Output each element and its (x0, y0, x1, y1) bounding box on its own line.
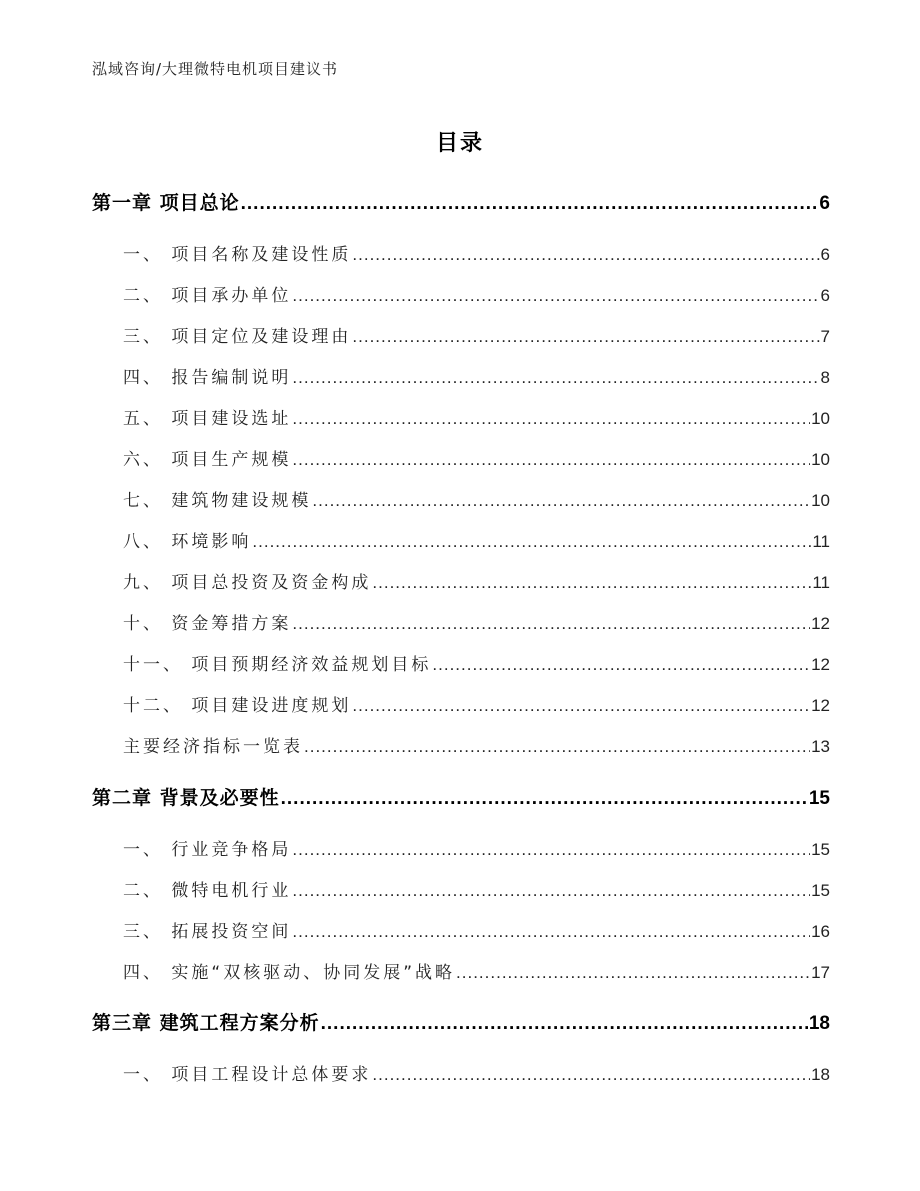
toc-entry-page: 18 (808, 1013, 830, 1034)
toc-section[interactable] (92, 404, 830, 429)
dot-leader (292, 881, 810, 901)
toc-entry-label: 二、 项目承办单位 (123, 286, 292, 306)
toc-entry-page: 7 (820, 327, 830, 346)
toc-section[interactable] (92, 691, 830, 716)
dot-leader (292, 409, 810, 429)
toc-entry-page: 18 (811, 1065, 830, 1084)
dot-leader (292, 286, 819, 306)
toc-entry-page: 15 (811, 881, 830, 900)
toc-section[interactable] (92, 958, 830, 983)
toc-section[interactable] (92, 240, 830, 265)
toc-chapter-2[interactable] (92, 783, 830, 810)
toc-entry-page: 6 (819, 193, 830, 214)
dot-leader (292, 614, 810, 634)
toc-section[interactable] (92, 322, 830, 347)
toc-entry-page: 10 (811, 491, 830, 510)
toc-entry-page: 11 (812, 573, 830, 592)
toc-section[interactable] (92, 281, 830, 306)
dot-leader (304, 737, 810, 757)
toc-section[interactable] (92, 1060, 830, 1085)
toc-entry-page: 10 (811, 409, 830, 428)
toc-section[interactable] (92, 609, 830, 634)
toc-entry-page: 15 (811, 840, 830, 859)
toc-entry-label: 一、 项目工程设计总体要求 (123, 1065, 372, 1085)
toc-entry-page: 12 (811, 696, 830, 715)
dot-leader (321, 1012, 808, 1035)
toc-entry-page: 8 (820, 368, 830, 387)
dot-leader (372, 573, 811, 593)
toc-section[interactable] (92, 363, 830, 388)
toc-section[interactable] (92, 876, 830, 901)
toc-entry-label: 四、 报告编制说明 (123, 368, 292, 388)
toc-section[interactable] (92, 650, 830, 675)
dot-leader (292, 450, 810, 470)
toc-entry-page: 11 (812, 532, 830, 551)
toc-entry-label: 七、 建筑物建设规模 (123, 491, 312, 511)
running-header: 泓域咨询/大理微特电机项目建议书 (92, 60, 339, 78)
dot-leader (352, 696, 810, 716)
dot-leader (312, 491, 810, 511)
toc-section[interactable] (92, 486, 830, 511)
toc-entry-page: 16 (811, 922, 830, 941)
dot-leader (456, 963, 810, 983)
toc-entry-page: 6 (820, 286, 830, 305)
toc-entry-label: 第一章 项目总论 (92, 192, 240, 214)
dot-leader (432, 655, 810, 675)
toc-entry-page: 6 (820, 245, 830, 264)
dot-leader (292, 922, 810, 942)
toc-entry-page: 17 (811, 963, 830, 982)
toc-section[interactable] (92, 568, 830, 593)
toc-entry-label: 第二章 背景及必要性 (92, 787, 280, 809)
dot-leader (292, 840, 810, 860)
toc-entry-label: 一、 行业竞争格局 (123, 840, 292, 860)
toc-entry-label: 十一、 项目预期经济效益规划目标 (123, 655, 432, 675)
toc-entry-label: 一、 项目名称及建设性质 (123, 245, 352, 265)
toc-entry-page: 12 (811, 614, 830, 633)
toc-entry-label: 四、 实施“双核驱动、协同发展”战略 (123, 963, 456, 983)
toc-entry-label: 十二、 项目建设进度规划 (123, 696, 352, 716)
toc-entry-label: 九、 项目总投资及资金构成 (123, 573, 372, 593)
toc-entry-page: 12 (811, 655, 830, 674)
toc-chapter-1[interactable] (92, 188, 830, 215)
toc-entry-label: 三、 项目定位及建设理由 (123, 327, 352, 347)
toc-title: 目录 (435, 131, 484, 156)
toc-section[interactable] (92, 445, 830, 470)
toc-entry-page: 13 (811, 737, 830, 756)
toc-section[interactable] (92, 527, 830, 552)
toc-entry-label: 六、 项目生产规模 (123, 450, 292, 470)
toc-entry-label: 八、 环境影响 (123, 532, 252, 552)
dot-leader (292, 368, 819, 388)
toc-section[interactable] (92, 732, 830, 757)
toc-chapter-3[interactable] (92, 1008, 830, 1035)
toc-entry-page: 15 (808, 788, 830, 809)
toc-entry-label: 第三章 建筑工程方案分析 (92, 1012, 320, 1034)
toc-entry-label: 二、 微特电机行业 (123, 881, 292, 901)
toc-section[interactable] (92, 917, 830, 942)
toc-entry-page: 10 (811, 450, 830, 469)
toc-entry-label: 主要经济指标一览表 (123, 737, 303, 757)
dot-leader (281, 787, 808, 810)
dot-leader (352, 245, 819, 265)
dot-leader (252, 532, 811, 552)
toc-entry-label: 五、 项目建设选址 (123, 409, 292, 429)
dot-leader (372, 1065, 810, 1085)
toc-section[interactable] (92, 835, 830, 860)
toc-entry-label: 三、 拓展投资空间 (123, 922, 292, 942)
dot-leader (241, 192, 819, 215)
dot-leader (352, 327, 819, 347)
toc-entry-label: 十、 资金筹措方案 (123, 614, 292, 634)
